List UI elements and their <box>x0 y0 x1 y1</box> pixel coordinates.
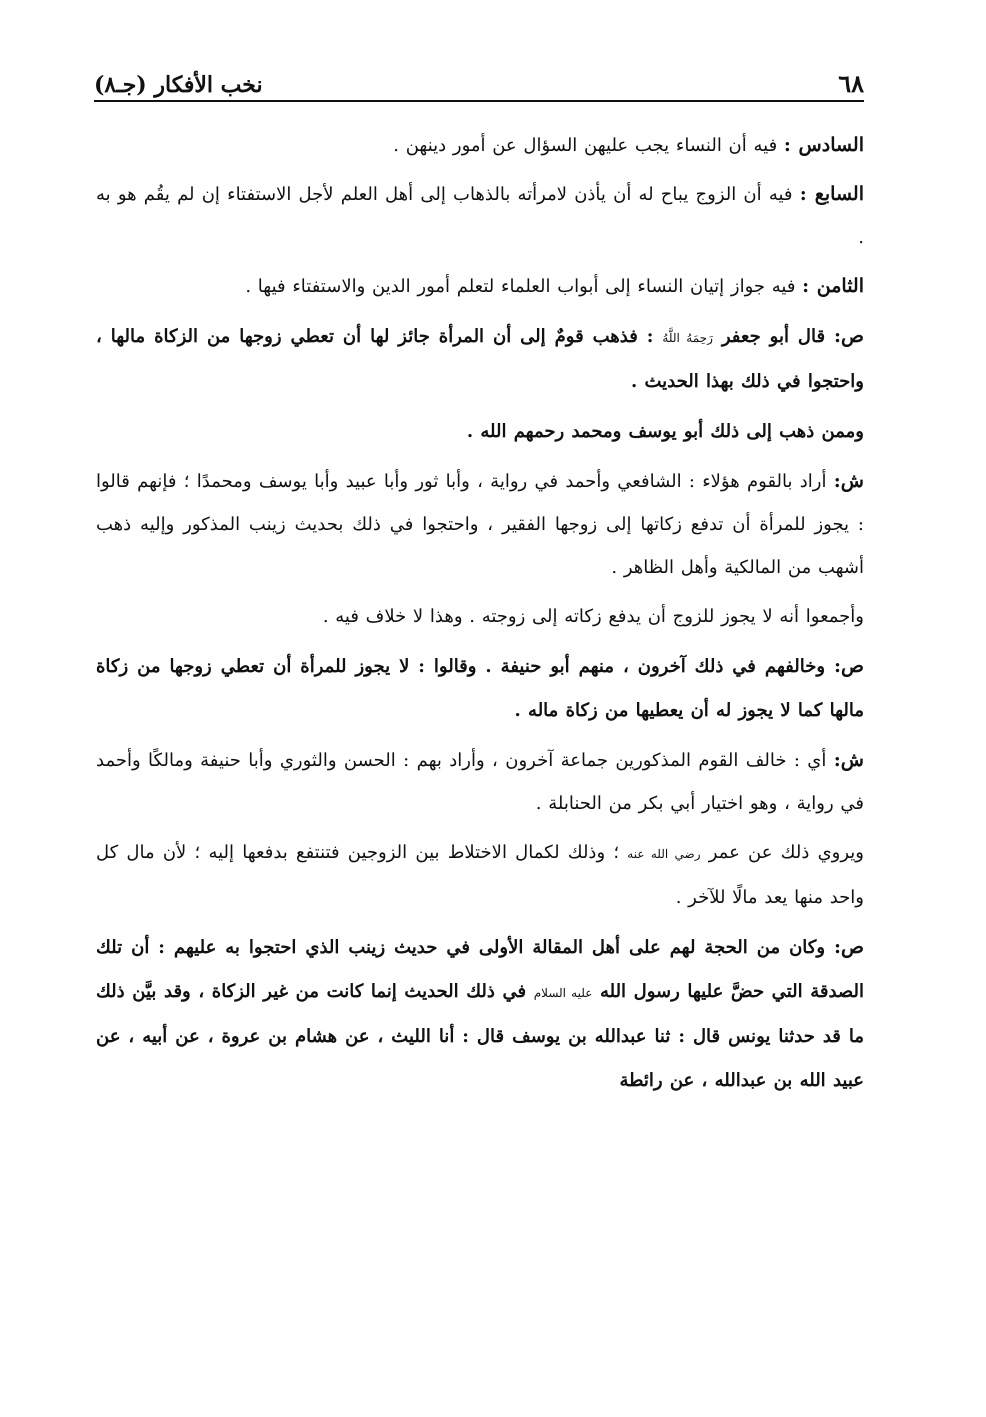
paragraph-text: فيه أن النساء يجب عليهن السؤال عن أمور دينهن . <box>393 135 784 156</box>
paragraph <box>96 124 864 167</box>
paragraph <box>96 644 864 733</box>
paragraph-text: أراد بالقوم هؤلاء : الشافعي وأحمد في رواية ، وأبا ثور وأبا عبيد وأبا يوسف ومحمدًا ؛ فإنهم قالوا : يجوز للمرأة أن تدفع زكاتها إلى زوجها الفقير ، واحتجوا في ذلك بحديث زينب المذكور وإليه ذهب أشهب من المالكية وأهل الظاهر . <box>96 471 864 578</box>
paragraph <box>96 314 864 404</box>
running-title: نخب الأفكار (جـ٨) <box>94 72 263 98</box>
paragraph-label: ص: <box>834 325 865 347</box>
honorific-glyph: عليه السلام <box>533 986 593 1000</box>
paragraph-label: الثامن : <box>802 275 864 297</box>
paragraph-label: السابع : <box>799 183 864 205</box>
paragraph-text-continued: : فذهب قومٌ إلى أن المرأة جائز لها أن تعطي زوجها من الزكاة مالها ، واحتجوا في ذلك بهذا الحديث . <box>96 326 864 392</box>
paragraph <box>96 925 864 1103</box>
paragraph-label: ش: <box>833 749 864 771</box>
paragraph-text: ويروي ذلك عن عمر <box>700 842 864 863</box>
paragraph-text: وممن ذهب إلى ذلك أبو يوسف ومحمد رحمهم الله . <box>466 421 864 442</box>
paragraph-text: فيه أن الزوج يباح له أن يأذن لامرأته بالذهاب إلى أهل العلم لأجل الاستفتاء إن لم يقُم هو به . <box>96 184 864 248</box>
paragraph <box>96 595 864 638</box>
paragraph-text: فيه جواز إتيان النساء إلى أبواب العلماء لتعلم أمور الدين والاستفتاء فيها . <box>245 276 803 297</box>
paragraph-label: ص: <box>834 655 864 677</box>
paragraph-text-continued: ؛ وذلك لكمال الاختلاط بين الزوجين فتنتفع بدفعها إليه ؛ لأن مال كل واحد منها يعد مالًا للآخر . <box>96 842 864 908</box>
honorific-glyph: رضي الله عنه <box>627 847 701 861</box>
paragraph-label: السادس : <box>783 134 864 156</box>
paragraph-label: ش: <box>833 470 864 492</box>
page-number: ٦٨ <box>838 69 864 98</box>
paragraph <box>96 739 864 825</box>
paragraph <box>96 173 864 259</box>
paragraph-text: وكان من الحجة لهم على أهل المقالة الأولى في حديث زينب الذي احتجوا به عليهم : أن تلك الصدقة التي حضَّ عليها رسول الله <box>96 937 865 1002</box>
paragraph <box>96 410 864 454</box>
paragraph-label: ص: <box>834 936 864 958</box>
paragraph-text-continued: في ذلك الحديث إنما كانت من غير الزكاة ، وقد بيَّن ذلك ما قد حدثنا يونس قال : ثنا عبدالله بن يوسف قال : أنا الليث ، عن هشام بن عروة ، عن أبيه ، عن عبيد الله بن عبدالله ، عن رائطة <box>96 981 864 1091</box>
paragraph-text: وخالفهم في ذلك آخرون ، منهم أبو حنيفة . وقالوا : لا يجوز للمرأة أن تعطي زوجها من زكاة مالها كما لا يجوز له أن يعطيها من زكاة ماله . <box>96 656 864 721</box>
paragraph-text: قال أبو جعفر <box>712 326 835 347</box>
honorific-glyph: رَحِمَهُ اللَّهُ <box>662 331 713 345</box>
paragraph <box>96 265 864 308</box>
paragraph-text: وأجمعوا أنه لا يجوز للزوج أن يدفع زكاته إلى زوجته . وهذا لا خلاف فيه . <box>322 606 864 627</box>
page-header <box>94 58 864 98</box>
paragraph <box>96 460 864 589</box>
page-body <box>96 124 864 1109</box>
paragraph <box>96 831 864 919</box>
paragraph-text: أي : خالف القوم المذكورين جماعة آخرون ، وأراد بهم : الحسن والثوري وأبا حنيفة ومالكًا وأحمد في رواية ، وهو اختيار أبي بكر من الحنابلة . <box>96 750 864 814</box>
header-rule <box>94 100 864 102</box>
